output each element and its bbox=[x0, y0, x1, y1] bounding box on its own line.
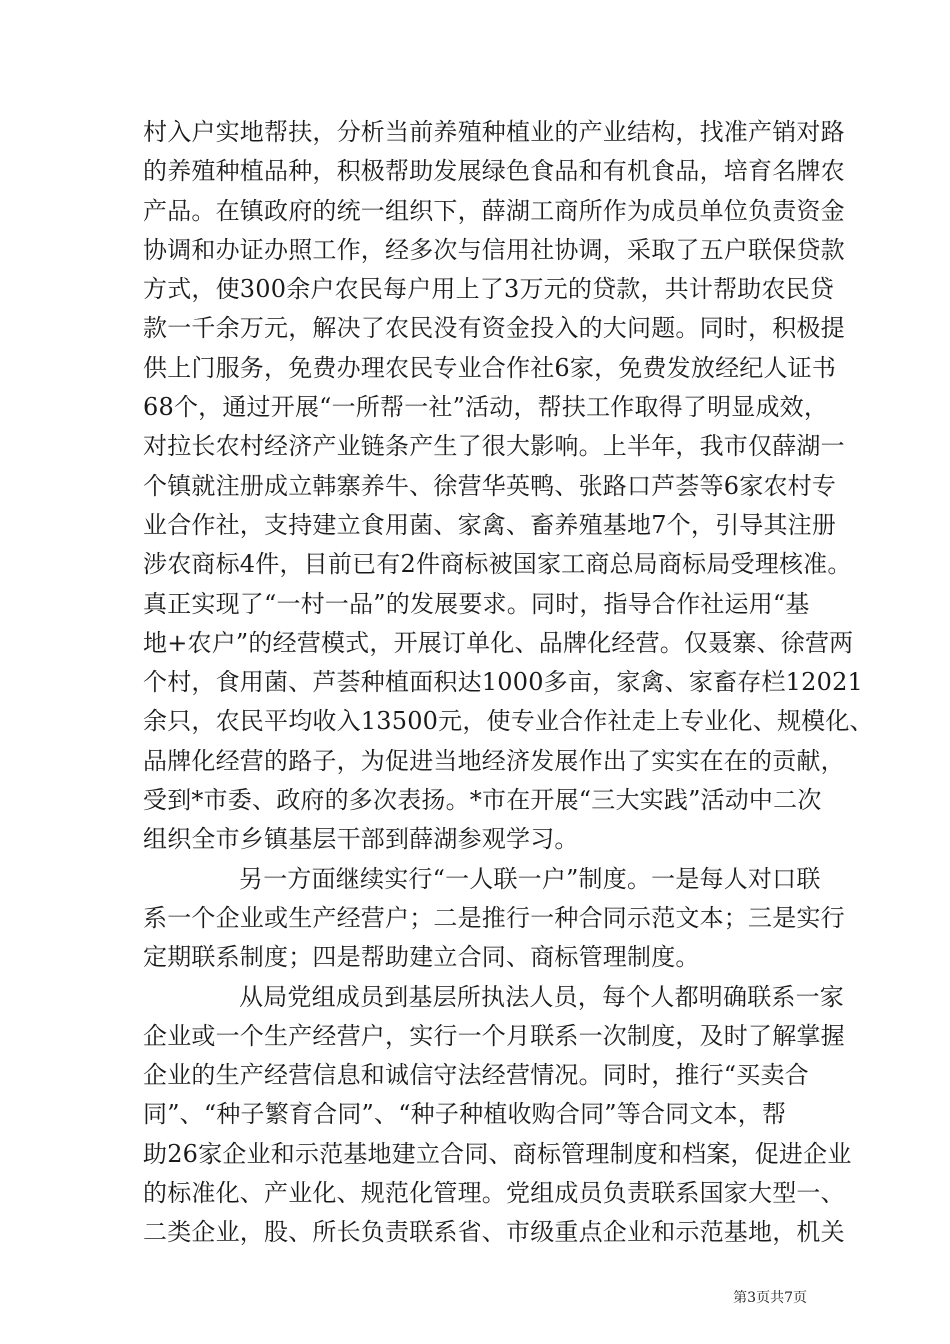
text-line: 个镇就注册成立韩寨养牛、徐营华英鸭、张路口芦荟等6家农村专 bbox=[143, 471, 837, 500]
text-line: 余只，农民平均收入13500元，使专业合作社走上专业化、规模化、 bbox=[143, 707, 874, 736]
text-line: 款一千余万元，解决了农民没有资金投入的大问题。同时，积极提 bbox=[143, 314, 845, 343]
text-line: 系一个企业或生产经营户；二是推行一种合同示范文本；三是实行 bbox=[143, 903, 845, 932]
text-line: 组织全市乡镇基层干部到薛湖参观学习。 bbox=[143, 825, 579, 854]
text-line: 供上门服务，免费办理农民专业合作社6家，免费发放经纪人证书 bbox=[143, 353, 837, 382]
page-number: 第3页共7页 bbox=[733, 1290, 807, 1306]
text-line: 的养殖种植品种，积极帮助发展绿色食品和有机食品，培育名牌农 bbox=[143, 157, 845, 186]
text-line: 的标准化、产业化、规范化管理。党组成员负责联系国家大型一、 bbox=[143, 1179, 845, 1208]
paragraph-start-line: 从局党组成员到基层所执法人员，每个人都明确联系一家 bbox=[239, 982, 844, 1011]
text-line: 对拉长农村经济产业链条产生了很大影响。上半年，我市仅薛湖一 bbox=[143, 432, 845, 461]
text-line: 定期联系制度；四是帮助建立合同、商标管理制度。 bbox=[143, 943, 700, 972]
text-line: 企业或一个生产经营户，实行一个月联系一次制度，及时了解掌握 bbox=[143, 1021, 845, 1050]
text-line: 产品。在镇政府的统一组织下，薛湖工商所作为成员单位负责资金 bbox=[143, 196, 845, 225]
text-line: 受到*市委、政府的多次表扬。*市在开展“三大实践”活动中二次 bbox=[143, 786, 822, 815]
text-line: 真正实现了“一村一品”的发展要求。同时，指导合作社运用“基 bbox=[143, 589, 810, 618]
text-line: 二类企业，股、所长负责联系省、市级重点企业和示范基地，机关 bbox=[143, 1218, 845, 1247]
text-line: 68个，通过开展“一所帮一社”活动，帮扶工作取得了明显成效， bbox=[143, 393, 829, 422]
text-line: 村入户实地帮扶，分析当前养殖种植业的产业结构，找准产销对路 bbox=[143, 118, 845, 146]
text-line: 地+农户”的经营模式，开展订单化、品牌化经营。仅聂寨、徐营两 bbox=[143, 628, 854, 657]
text-line: 个村，食用菌、芦荟种植面积达1000多亩，家禽、家畜存栏12021 bbox=[143, 668, 864, 697]
body-text bbox=[143, 113, 874, 1253]
text-line: 企业的生产经营信息和诚信守法经营情况。同时，推行“买卖合 bbox=[143, 1061, 809, 1090]
text-line: 品牌化经营的路子，为促进当地经济发展作出了实实在在的贡献， bbox=[143, 746, 845, 775]
text-line: 同”、“种子繁育合同”、“种子种植收购合同”等合同文本，帮 bbox=[143, 1100, 787, 1129]
paragraph-start-line: 另一方面继续实行“一人联一户”制度。一是每人对口联 bbox=[239, 864, 821, 893]
text-line: 方式，使300余户农民每户用上了3万元的贷款，共计帮助农民贷 bbox=[143, 275, 835, 304]
text-line: 助26家企业和示范基地建立合同、商标管理制度和档案，促进企业 bbox=[143, 1139, 852, 1168]
text-line: 涉农商标4件，目前已有2件商标被国家工商总局商标局受理核准。 bbox=[143, 550, 852, 579]
text-line: 业合作社，支持建立食用菌、家禽、畜养殖基地7个，引导其注册 bbox=[143, 510, 837, 539]
text-line: 协调和办证办照工作，经多次与信用社协调，采取了五户联保贷款 bbox=[143, 235, 845, 264]
